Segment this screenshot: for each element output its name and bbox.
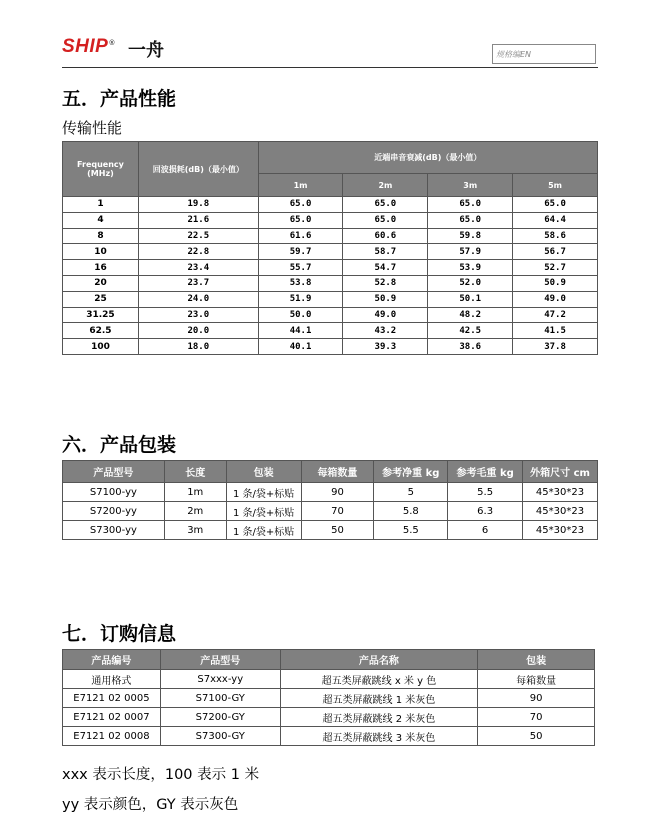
table-cell: 45*30*23 [523,502,598,521]
cell-next: 49.0 [343,307,428,323]
registered-mark: ® [109,39,116,47]
cell-frequency: 16 [63,260,139,276]
table-cell: 5.5 [374,521,448,540]
packaging-col-header: 长度 [164,461,226,483]
cell-next: 52.7 [513,260,598,276]
cell-next: 65.0 [258,212,343,228]
section6-title: 六．产品包装 [62,434,177,456]
table-cell: 1 条/袋+标贴 [226,483,301,502]
cell-next: 39.3 [343,339,428,355]
cell-next: 50.9 [513,275,598,291]
cell-next: 44.1 [258,323,343,339]
note-color: yy 表示颜色，GY 表示灰色 [62,797,239,813]
cell-next: 59.8 [428,228,513,244]
table-cell: S7200-GY [160,708,280,727]
table-row [63,197,598,213]
packaging-col-header: 产品型号 [63,461,165,483]
cell-frequency: 10 [63,244,139,260]
cell-frequency: 1 [63,197,139,213]
logo-chinese: 一舟 [128,40,164,61]
cell-next: 57.9 [428,244,513,260]
cell-next: 65.0 [513,197,598,213]
cell-next: 52.8 [343,275,428,291]
table-cell: S7300-GY [160,727,280,746]
ordering-col-header: 包装 [478,650,595,670]
ordering-table [62,649,595,746]
table-cell: 70 [478,708,595,727]
ordering-header-row [63,650,595,670]
cell-next: 49.0 [513,291,598,307]
cell-next: 37.8 [513,339,598,355]
table-row [63,244,598,260]
table-cell: 5.8 [374,502,448,521]
cell-frequency: 4 [63,212,139,228]
cell-return-loss: 22.8 [138,244,258,260]
table-cell: 超五类屏蔽跳线 x 米 y 色 [280,670,478,689]
packaging-col-header: 外箱尺寸 cm [523,461,598,483]
table-row [63,212,598,228]
cell-next: 38.6 [428,339,513,355]
ordering-col-header: 产品编号 [63,650,161,670]
cell-frequency: 8 [63,228,139,244]
cell-return-loss: 23.7 [138,275,258,291]
note-length: xxx 表示长度，100 表示 1 米 [62,767,260,783]
table-row [63,708,595,727]
table-row [63,291,598,307]
col-length-1m: 1m [258,174,343,197]
table-row [63,307,598,323]
table-cell: S7200-yy [63,502,165,521]
cell-next: 58.7 [343,244,428,260]
table-row [63,727,595,746]
cell-next: 51.9 [258,291,343,307]
section7-title: 七．订购信息 [62,623,177,645]
packaging-col-header: 每箱数量 [301,461,374,483]
table-cell: 超五类屏蔽跳线 2 米灰色 [280,708,478,727]
document-code-box: 规格编EN [492,44,596,64]
table-cell: E7121 02 0008 [63,727,161,746]
table-cell: 5 [374,483,448,502]
col-frequency: Frequency (MHz) [63,142,139,197]
cell-next: 41.5 [513,323,598,339]
col-length-5m: 5m [513,174,598,197]
table-cell: 通用格式 [63,670,161,689]
cell-next: 56.7 [513,244,598,260]
cell-next: 48.2 [428,307,513,323]
table-cell: S7300-yy [63,521,165,540]
packaging-col-header: 包装 [226,461,301,483]
cell-frequency: 25 [63,291,139,307]
ordering-table-body [63,670,595,746]
table-row [63,689,595,708]
cell-return-loss: 23.0 [138,307,258,323]
cell-next: 42.5 [428,323,513,339]
logo-text: SHIP [62,36,109,57]
transmission-table-body [63,197,598,355]
cell-next: 52.0 [428,275,513,291]
table-row [63,228,598,244]
table-row [63,339,598,355]
cell-return-loss: 20.0 [138,323,258,339]
table-row [63,275,598,291]
cell-frequency: 20 [63,275,139,291]
table-row [63,521,598,540]
table-cell: 超五类屏蔽跳线 1 米灰色 [280,689,478,708]
cell-return-loss: 22.5 [138,228,258,244]
cell-next: 65.0 [258,197,343,213]
table-cell: 45*30*23 [523,521,598,540]
cell-next: 53.8 [258,275,343,291]
table-row [63,260,598,276]
cell-next: 65.0 [343,212,428,228]
ordering-col-header: 产品型号 [160,650,280,670]
table-cell: 70 [301,502,374,521]
table-cell: 3m [164,521,226,540]
cell-next: 54.7 [343,260,428,276]
cell-next: 47.2 [513,307,598,323]
section5-title: 五．产品性能 [62,88,177,110]
cell-return-loss: 23.4 [138,260,258,276]
packaging-table-body [63,483,598,540]
cell-next: 65.0 [428,212,513,228]
packaging-col-header: 参考毛重 kg [448,461,523,483]
table-cell: 50 [301,521,374,540]
table-cell: E7121 02 0007 [63,708,161,727]
cell-return-loss: 21.6 [138,212,258,228]
table-row [63,483,598,502]
cell-next: 53.9 [428,260,513,276]
table-cell: 1m [164,483,226,502]
col-return-loss: 回波损耗(dB)（最小值） [138,142,258,197]
table-cell: 6 [448,521,523,540]
table-cell: 6.3 [448,502,523,521]
cell-frequency: 100 [63,339,139,355]
ordering-col-header: 产品名称 [280,650,478,670]
cell-return-loss: 24.0 [138,291,258,307]
table-row [63,670,595,689]
brand-logo [62,36,115,58]
table-row [63,323,598,339]
table-cell: 45*30*23 [523,483,598,502]
cell-frequency: 62.5 [63,323,139,339]
table-cell: 50 [478,727,595,746]
col-length-2m: 2m [343,174,428,197]
table-cell: 90 [301,483,374,502]
header-divider [62,67,598,68]
col-next: 近端串音衰减(dB)（最小值） [258,142,597,174]
table-cell: 5.5 [448,483,523,502]
cell-next: 60.6 [343,228,428,244]
table-row [63,502,598,521]
cell-next: 64.4 [513,212,598,228]
packaging-col-header: 参考净重 kg [374,461,448,483]
cell-return-loss: 19.8 [138,197,258,213]
col-length-3m: 3m [428,174,513,197]
cell-next: 55.7 [258,260,343,276]
cell-next: 65.0 [343,197,428,213]
table-cell: S7100-yy [63,483,165,502]
table-cell: S7xxx-yy [160,670,280,689]
cell-next: 50.1 [428,291,513,307]
cell-next: 65.0 [428,197,513,213]
cell-frequency: 31.25 [63,307,139,323]
table-cell: S7100-GY [160,689,280,708]
packaging-header-row [63,461,598,483]
table-cell: 90 [478,689,595,708]
table-cell: 1 条/袋+标贴 [226,521,301,540]
table-cell: 1 条/袋+标贴 [226,502,301,521]
cell-next: 58.6 [513,228,598,244]
packaging-table [62,460,598,540]
cell-next: 50.0 [258,307,343,323]
cell-next: 40.1 [258,339,343,355]
cell-next: 61.6 [258,228,343,244]
transmission-table [62,141,598,355]
table-cell: 超五类屏蔽跳线 3 米灰色 [280,727,478,746]
cell-next: 43.2 [343,323,428,339]
table-cell: 每箱数量 [478,670,595,689]
section5-subtitle: 传输性能 [62,119,123,137]
cell-return-loss: 18.0 [138,339,258,355]
table-cell: E7121 02 0005 [63,689,161,708]
cell-next: 59.7 [258,244,343,260]
cell-next: 50.9 [343,291,428,307]
table-cell: 2m [164,502,226,521]
